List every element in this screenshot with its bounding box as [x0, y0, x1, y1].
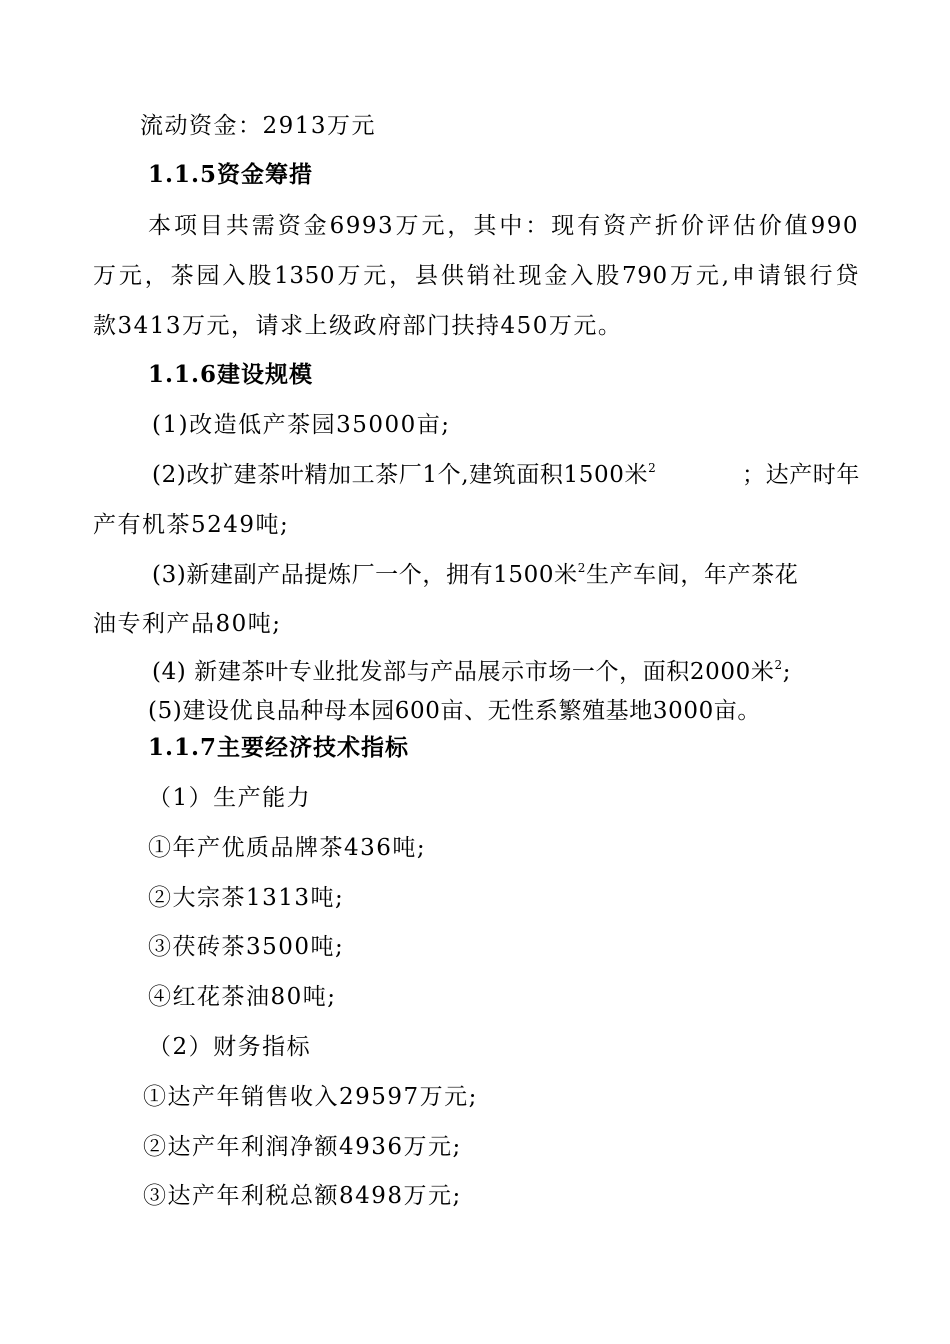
financial-indicators-label: （2）财务指标 [148, 1034, 312, 1060]
scale-item-2-text-a: (2)改扩建茶叶精加工茶厂1个,建筑面积1500米 [152, 462, 649, 488]
scale-item-3-text-a: (3)新建副产品提炼厂一个，拥有1500米 [152, 562, 578, 588]
scale-item-4-text-b: ; [782, 659, 792, 685]
working-capital-line: 流动资金：2913万元 [140, 113, 377, 139]
square-meter-superscript: 2 [577, 561, 586, 575]
financial-indicator-item-2: ②达产年利润净额4936万元; [143, 1134, 462, 1160]
square-meter-superscript: 2 [648, 461, 657, 475]
scale-item-2-text-b: ；达产时年 [742, 462, 860, 488]
financial-indicator-item-1: ①达产年销售收入29597万元; [143, 1084, 478, 1110]
section-heading-1-1-5: 1.1.5资金筹措 [148, 161, 314, 188]
scale-item-3-text-b: 生产车间，年产茶花 [585, 562, 799, 588]
section-heading-1-1-6: 1.1.6建设规模 [148, 361, 314, 388]
production-capacity-item-2: ②大宗茶1313吨; [148, 885, 345, 911]
production-capacity-item-4: ④红花茶油80吨; [148, 984, 337, 1010]
production-capacity-item-3: ③茯砖茶3500吨; [148, 934, 345, 960]
scale-item-3-line-1 [152, 560, 860, 590]
square-meter-superscript: 2 [774, 658, 783, 672]
scale-item-2-line-1 [152, 460, 860, 490]
scale-item-4-text-a: (4) 新建茶叶专业批发部与产品展示市场一个，面积2000米 [152, 659, 775, 685]
production-capacity-label: （1）生产能力 [148, 785, 312, 811]
scale-item-3-line-2: 油专利产品80吨; [93, 611, 282, 637]
financial-indicator-item-3: ③达产年利税总额8498万元; [143, 1183, 462, 1209]
production-capacity-item-1: ①年产优质品牌茶436吨; [148, 835, 427, 861]
funding-paragraph-line-2: 万元，茶园入股1350万元，县供销社现金入股790万元,申请银行贷 [93, 263, 859, 289]
scale-item-4 [152, 657, 791, 687]
funding-paragraph-line-3: 款3413万元，请求上级政府部门扶持450万元。 [93, 313, 623, 339]
scale-item-2-line-2: 产有机茶5249吨; [93, 512, 290, 538]
funding-paragraph-line-1: 本项目共需资金6993万元，其中：现有资产折价评估价值990 [148, 213, 859, 239]
section-heading-1-1-7: 1.1.7主要经济技术指标 [148, 734, 410, 761]
scale-item-1: (1)改造低产茶园35000亩; [152, 412, 451, 438]
scale-item-5: (5)建设优良品种母本园600亩、无性系繁殖基地3000亩。 [148, 698, 762, 724]
